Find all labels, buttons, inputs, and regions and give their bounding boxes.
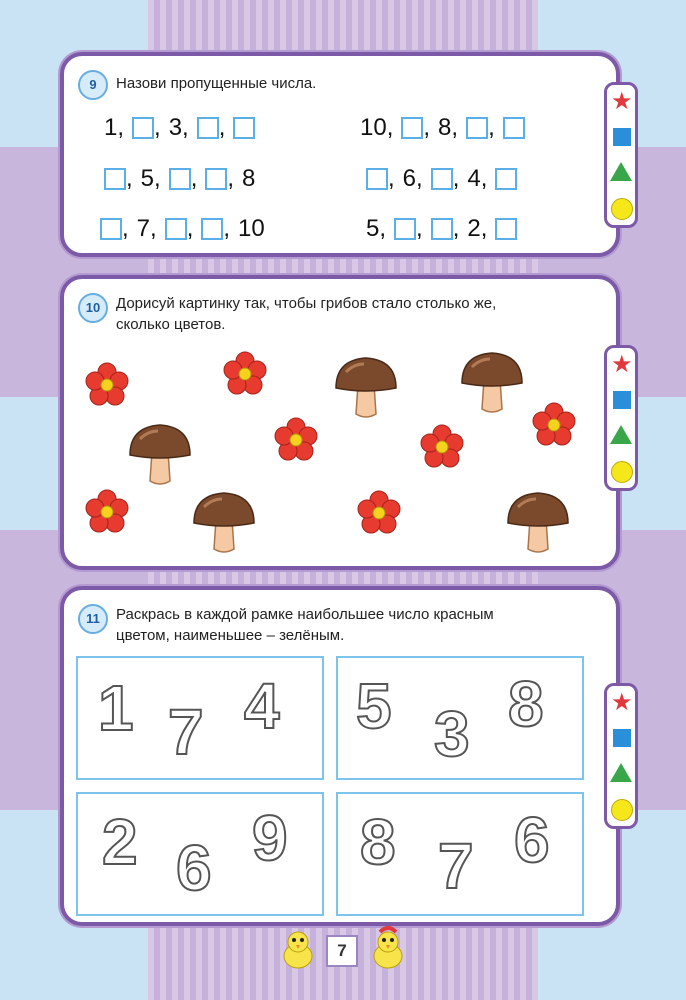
number-text: , [223,215,231,242]
number-text: , [186,215,194,242]
page-number: 7 [326,935,358,967]
flower-icon [533,403,575,445]
number-text: , [488,114,495,141]
answer-box[interactable] [104,168,126,190]
sequence-row [104,114,255,142]
star-icon[interactable]: ★ [611,689,633,716]
answer-box[interactable] [495,218,517,240]
answer-box[interactable] [165,218,187,240]
outline-number[interactable]: 3 [434,698,470,770]
number-text: 10, [360,114,394,141]
number-text: 5, [140,165,161,192]
instruction-line: Дорисуй картинку так, чтобы грибов стало столько же, [116,295,497,312]
answer-box[interactable] [205,168,227,190]
number-text: 2, [467,215,488,242]
number-text: 7, [136,215,157,242]
outline-number[interactable]: 6 [176,832,212,904]
circle-icon[interactable] [611,799,633,821]
number-text: 8 [242,165,256,192]
task-number-badge: 10 [78,293,108,323]
answer-box[interactable] [233,117,255,139]
answer-box[interactable] [197,117,219,139]
star-icon[interactable]: ★ [611,351,633,378]
number-text: , [227,165,235,192]
task-instruction: Назови пропущенные числа. [116,75,317,92]
flower-icon [224,352,266,394]
number-text: , [190,165,198,192]
flower-icon [421,425,463,467]
mushroom-icon [194,493,254,552]
number-text: , [218,114,226,141]
answer-box[interactable] [401,117,423,139]
answer-box[interactable] [394,218,416,240]
mushroom-icon [130,425,190,484]
task-number-badge: 9 [78,70,108,100]
answer-box[interactable] [100,218,122,240]
number-text: , [452,165,460,192]
answer-box[interactable] [503,117,525,139]
number-frame [336,656,584,780]
self-check-panel [604,683,638,829]
answer-box[interactable] [431,168,453,190]
answer-box[interactable] [201,218,223,240]
instruction-line: Раскрась в каждой рамке наибольшее число красным [116,606,494,623]
sequence-row [360,114,525,142]
outline-number[interactable]: 9 [252,802,288,874]
chick-icon [368,926,408,970]
number-text: , [423,114,431,141]
triangle-icon[interactable] [610,162,632,181]
number-frame [336,792,584,916]
number-frame [76,792,324,916]
outline-number[interactable]: 1 [98,672,134,744]
outline-number[interactable]: 8 [508,668,544,740]
task-card-9 [60,52,620,257]
number-text: 8, [438,114,459,141]
mushroom-icon [462,353,522,412]
circle-icon[interactable] [611,461,633,483]
number-text: , [122,215,129,242]
outline-number[interactable]: 8 [360,806,396,878]
answer-box[interactable] [169,168,191,190]
sequence-row [104,165,255,193]
flower-icon [86,363,128,405]
number-text: 10 [238,215,265,242]
chick-icon [278,928,318,972]
sequence-row [366,165,517,193]
task-card-10 [60,275,620,570]
flowers-mushrooms-picture [64,337,616,567]
sequence-row [100,215,265,243]
answer-box[interactable] [431,218,453,240]
answer-box[interactable] [366,168,388,190]
star-icon[interactable]: ★ [611,88,633,115]
number-frame [76,656,324,780]
number-text: 4, [467,165,488,192]
task-card-11 [60,586,620,926]
circle-icon[interactable] [611,198,633,220]
self-check-panel [604,345,638,491]
square-icon[interactable] [613,128,631,146]
triangle-icon[interactable] [610,425,632,444]
answer-box[interactable] [132,117,154,139]
answer-box[interactable] [495,168,517,190]
answer-box[interactable] [466,117,488,139]
outline-number[interactable]: 6 [514,804,550,876]
number-text: , [388,165,395,192]
number-text: 5, [366,215,387,242]
flower-icon [358,491,400,533]
number-text: , [154,114,161,141]
flower-icon [86,490,128,532]
mushroom-icon [336,358,396,417]
self-check-panel [604,82,638,228]
task-number-badge: 11 [78,604,108,634]
flower-icon [275,418,317,460]
outline-number[interactable]: 7 [168,696,204,768]
outline-number[interactable]: 2 [102,806,138,878]
task-instruction [116,293,496,335]
outline-number[interactable]: 7 [438,830,474,902]
number-text: , [416,215,423,242]
number-text: 6, [402,165,423,192]
instruction-line: цветом, наименьшее – зелёным. [116,627,345,644]
square-icon[interactable] [613,729,631,747]
number-text: 3, [168,114,189,141]
task-instruction [116,604,494,646]
instruction-line: сколько цветов. [116,316,226,333]
square-icon[interactable] [613,391,631,409]
outline-number[interactable]: 5 [356,670,392,742]
mushroom-icon [508,493,568,552]
outline-number[interactable]: 4 [244,670,280,742]
number-text: , [126,165,133,192]
number-text: , [452,215,460,242]
triangle-icon[interactable] [610,763,632,782]
number-text: 1, [104,114,125,141]
sequence-row [366,215,517,243]
